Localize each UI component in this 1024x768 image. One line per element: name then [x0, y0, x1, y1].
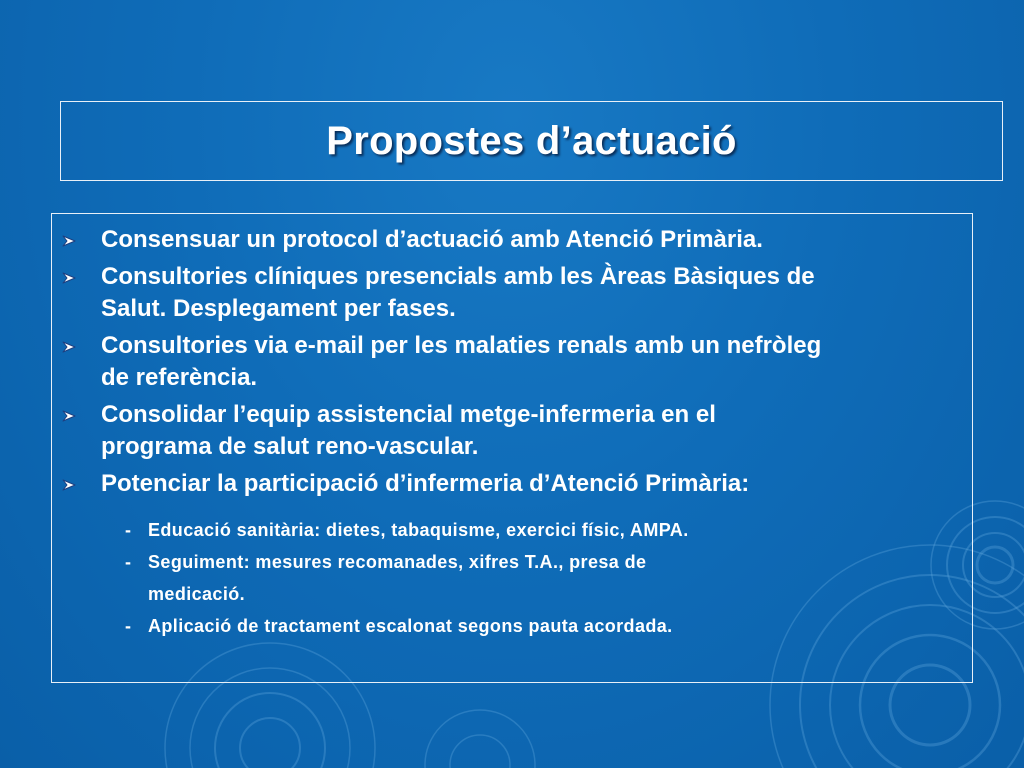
bullet-item — [62, 224, 952, 256]
bullet-item — [62, 468, 952, 500]
bullet-text-line: Consolidar l’equip assistencial metge-infermeria en el — [101, 401, 716, 428]
bullet-text-line: Consultories clíniques presencials amb les Àreas Bàsiques de — [101, 263, 815, 290]
bullet-text-line: Consensuar un protocol d’actuació amb Atenció Primària. — [101, 226, 763, 253]
bullet-item — [62, 261, 952, 325]
arrowhead-bullet-icon — [62, 272, 76, 284]
content-box — [51, 213, 973, 683]
sub-item-dash: - — [125, 552, 132, 572]
bullet-text-line: Consultories via e-mail per les malaties renals amb un nefròleg — [101, 332, 822, 359]
title-box — [60, 101, 1003, 181]
sub-item-dash: - — [125, 616, 132, 636]
bullet-list — [62, 224, 952, 500]
bullet-text-line: de referència. — [101, 364, 258, 391]
arrowhead-bullet-icon — [62, 341, 76, 353]
bullet-text-line: programa de salut reno-vascular. — [101, 433, 479, 460]
bullet-text-line: Potenciar la participació d’infermeria d’Atenció Primària: — [101, 470, 750, 497]
slide-title: Propostes d’actuació — [326, 118, 737, 163]
sub-item — [62, 546, 952, 610]
sub-item-text-line: medicació. — [148, 584, 246, 604]
sub-item — [62, 514, 952, 546]
sub-item-dash: - — [125, 520, 132, 540]
bullet-text-line: Salut. Desplegament per fases. — [101, 295, 456, 322]
bullet-item — [62, 399, 952, 463]
bullet-item — [62, 330, 952, 394]
sub-item-text-line: Educació sanitària: dietes, tabaquisme, exercici físic, AMPA. — [148, 520, 689, 540]
arrowhead-bullet-icon — [62, 410, 76, 422]
arrowhead-bullet-icon — [62, 479, 76, 491]
sub-item-text-line: Seguiment: mesures recomanades, xifres T.A., presa de — [148, 552, 647, 572]
sub-item-list — [62, 514, 952, 642]
sub-item — [62, 610, 952, 642]
sub-item-text-line: Aplicació de tractament escalonat segons pauta acordada. — [148, 616, 673, 636]
arrowhead-bullet-icon — [62, 235, 76, 247]
